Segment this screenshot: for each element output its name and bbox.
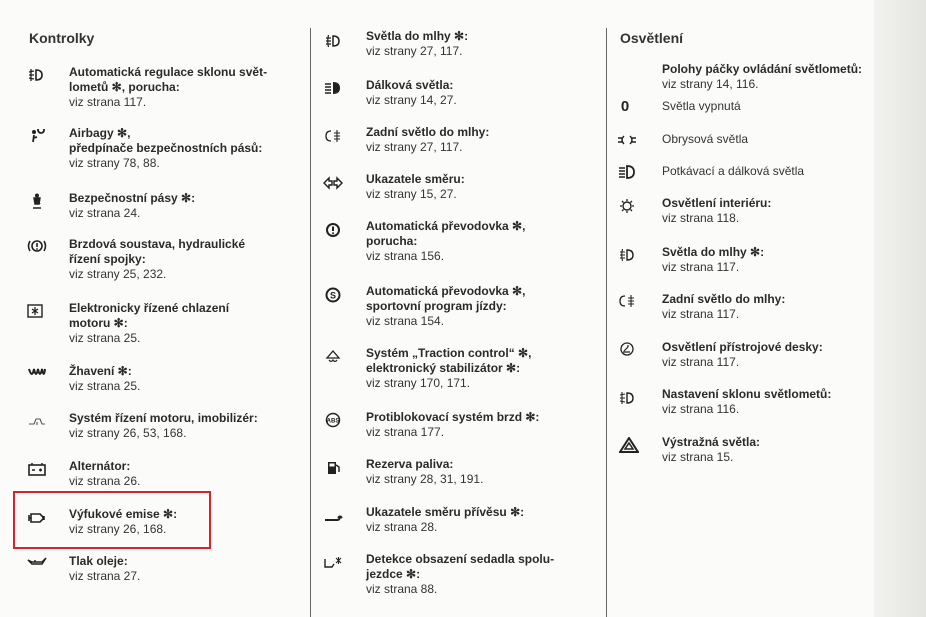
fog-light-icon	[322, 32, 344, 50]
fuel-icon	[322, 459, 344, 477]
rear-fog-icon	[616, 292, 638, 310]
middle-entry-5: Automatická převodovka ✻, porucha: viz strana 156.	[366, 219, 526, 263]
left-entry-7: Systém řízení motoru, imobilizér: viz strany 26, 53, 168.	[69, 411, 258, 440]
right-entry-4: Potkávací a dálková světla	[662, 164, 805, 178]
middle-entry-4: Ukazatele směru: viz strany 15, 27.	[366, 172, 465, 201]
svg-text:ABS: ABS	[326, 418, 340, 425]
rear-fog-icon	[322, 127, 344, 145]
hazard-icon	[618, 436, 640, 454]
headlight-level-icon	[26, 66, 48, 84]
gearbox-sport-icon	[322, 286, 344, 304]
left-entry-10: Tlak oleje: viz strana 27.	[69, 554, 141, 583]
left-entry-8: Alternátor: viz strana 26.	[69, 459, 141, 488]
right-entry-9: Nastavení sklonu světlometů: viz strana 116.	[662, 387, 832, 416]
right-column-title: Osvětlení	[620, 30, 684, 46]
oil-pressure-icon	[26, 553, 48, 571]
engine-control-icon	[26, 412, 48, 430]
low-beam-icon	[616, 163, 638, 181]
middle-entry-2: Dálková světla: viz strany 14, 27.	[366, 78, 457, 107]
page-edge	[874, 0, 926, 617]
left-entry-4: Brzdová soustava, hydraulické řízení spojky: viz strany 25, 232.	[69, 237, 246, 281]
zero-icon	[616, 96, 638, 114]
cooling-icon	[24, 302, 46, 320]
trailer-icon	[322, 507, 344, 525]
right-entry-8: Osvětlení přístrojové desky: viz strana 117.	[662, 340, 823, 369]
glow-plug-icon	[26, 364, 48, 382]
middle-entry-7: Systém „Traction control“ ✻, elektronický stabilizátor ✻: viz strany 170, 171.	[366, 346, 532, 390]
right-entry-3: Obrysová světla	[662, 132, 749, 146]
right-entry-5: Osvětlení interiéru: viz strana 118.	[662, 196, 772, 225]
left-column-title: Kontrolky	[29, 30, 95, 46]
right-entry-2: Světla vypnutá	[662, 99, 741, 113]
left-entry-9: Výfukové emise ✻: viz strany 26, 168.	[69, 507, 178, 536]
right-entry-10: Výstražná světla: viz strana 15.	[662, 435, 761, 464]
traction-icon	[322, 348, 344, 366]
middle-entry-6: Automatická převodovka ✻, sportovní program jízdy: viz strana 154.	[366, 284, 526, 328]
gearbox-fault-icon	[322, 221, 344, 239]
airbag-icon	[26, 128, 48, 146]
right-entry-6: Světla do mlhy ✻: viz strana 117.	[662, 245, 765, 274]
high-beam-icon	[322, 79, 344, 97]
left-entry-3: Bezpečnostní pásy ✻: viz strana 24.	[69, 191, 196, 220]
svg-text:0: 0	[620, 98, 630, 113]
middle-entry-3: Zadní světlo do mlhy: viz strany 27, 117.	[366, 125, 490, 154]
svg-text:S: S	[329, 290, 337, 301]
left-entry-1: Automatická regulace sklonu svět- lometů ✻, porucha: viz strana 117.	[69, 65, 268, 109]
left-entry-6: Žhavení ✻: viz strana 25.	[69, 364, 141, 393]
abs-icon	[322, 411, 344, 429]
turn-signal-icon	[322, 174, 344, 192]
middle-entry-11: Detekce obsazení sedadla spolu- jezdce ✻: viz strana 88.	[366, 552, 555, 596]
middle-entry-9: Rezerva paliva: viz strany 28, 31, 191.	[366, 457, 484, 486]
middle-entry-10: Ukazatele směru přívěsu ✻: viz strana 28.	[366, 505, 525, 534]
headlight-level-icon	[616, 389, 638, 407]
column-divider-1	[310, 28, 311, 617]
battery-icon	[26, 460, 48, 478]
column-divider-2	[606, 28, 607, 617]
fog-light-icon	[616, 246, 638, 264]
seat-occupancy-icon	[322, 554, 344, 572]
middle-entry-1: Světla do mlhy ✻: viz strany 27, 117.	[366, 29, 469, 58]
dash-light-icon	[616, 340, 638, 358]
middle-entry-8: Protiblokovací systém brzd ✻: viz strana 177.	[366, 410, 540, 439]
interior-light-icon	[616, 197, 638, 215]
right-entry-1: Polohy páčky ovládání světlometů: viz strany 14, 116.	[662, 62, 863, 91]
brake-icon	[26, 237, 48, 255]
left-entry-5: Elektronicky řízené chlazení motoru ✻: viz strana 25.	[69, 301, 230, 345]
seatbelt-icon	[26, 192, 48, 210]
side-light-icon	[616, 131, 638, 149]
left-entry-2: Airbagy ✻, předpínače bezpečnostních pásů: viz strany 78, 88.	[69, 126, 263, 170]
right-entry-7: Zadní světlo do mlhy: viz strana 117.	[662, 292, 786, 321]
engine-emission-icon	[26, 509, 48, 527]
